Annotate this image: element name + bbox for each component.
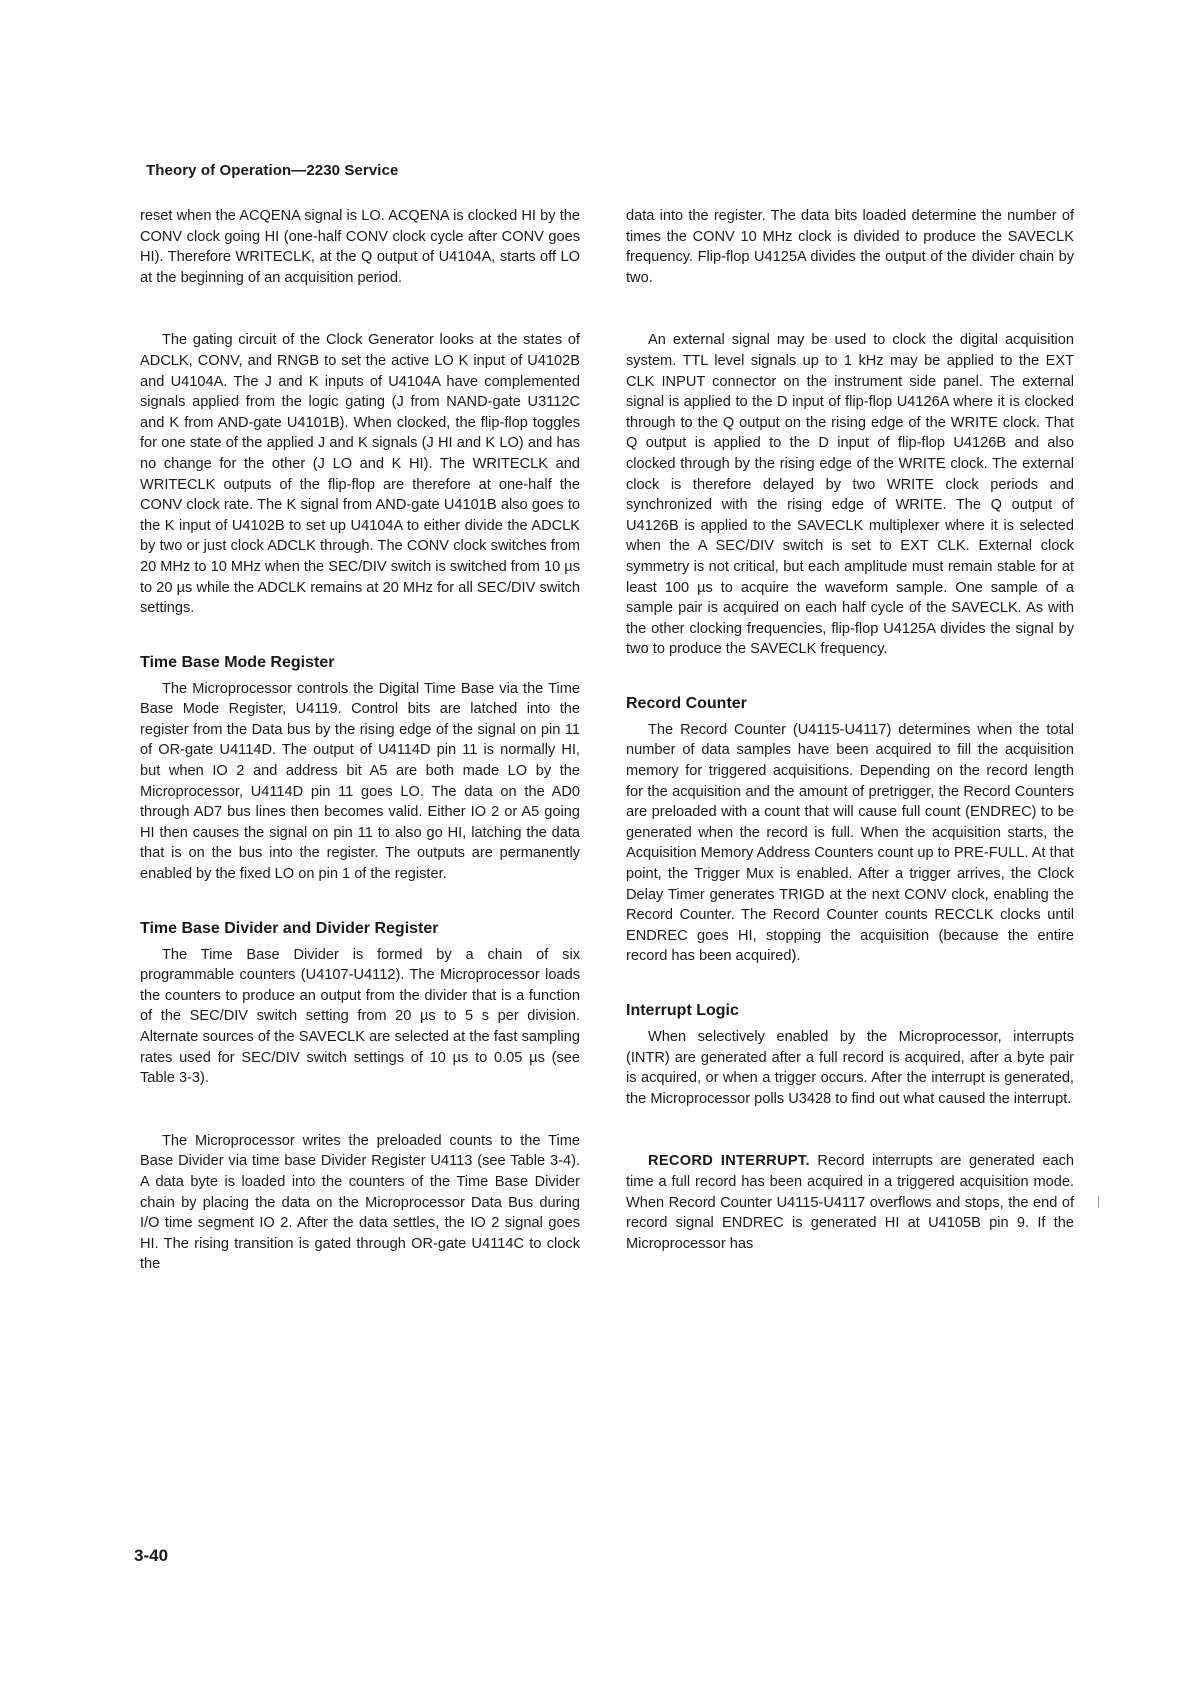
record-interrupt-lead: RECORD INTERRUPT.: [648, 1153, 810, 1170]
heading-interrupt-logic: Interrupt Logic: [626, 1002, 739, 1019]
record-interrupt-text: Record interrupts are generated each time a full record has been acquired in a triggered acquisition mode. When Record Counter U4115-U4117 overflows and stops, the end of record signal ENDREC is generated HI at U4105B pin 9. If the Microprocessor has: [626, 1153, 1074, 1252]
heading-time-base-divider: Time Base Divider and Divider Register: [140, 919, 439, 937]
paragraph-record-counter: The Record Counter (U4115-U4117) determines when the total number of data samples have been acquired to fill the acquisition memory for triggered acquisitions. Depending on the record length for the acquisition and the amount of pretrigger, the Record Counters are preloaded with a count that will cause full count (ENDREC) to be generated when the record is full. When the acquisition starts, the Acquisition Memory Address Counters count up to PRE-FULL. At that point, the Trigger Mux is enabled. After a trigger arrives, the Clock Delay Timer generates TRIGD at the next CONV clock, enabling the Record Counter. The Record Counter counts RECCLK clocks until ENDREC goes HI, stopping the acquisition (because the entire record has been acquired).: [626, 721, 1074, 965]
heading-record-counter: Record Counter: [626, 694, 747, 712]
page-number: 3-40: [134, 1546, 169, 1565]
paragraph-interrupt-logic: When selectively enabled by the Microprocessor, interrupts (INTR) are generated after a full record is acquired, after a byte pair is acquired, or when a trigger occurs. After the interrupt is generated, the Microprocessor polls U3428 to find out what caused the interrupt.: [626, 1029, 1074, 1107]
paragraph-time-base-divider: The Time Base Divider is formed by a chain of six programmable counters (U4107-U4112). The Microprocessor loads the counters to produce an output from the divider that is a function of the SEC/DIV switch setting from 20 µs to 5 s per division. Alternate sources of the SAVECLK are selected at the fast sampling rates used for SEC/DIV switch settings of 10 µs to 0.05 µs (see Table 3-3).: [140, 946, 580, 1087]
paragraph-record-interrupt: [626, 1151, 1074, 1254]
paragraph-gating-circuit: The gating circuit of the Clock Generator looks at the states of ADCLK, CONV, and RNGB to set the active LO K input of U4102B and U4104A. The J and K inputs of U4104A have complemented signals applied from the logic gating (J from NAND-gate U3112C and K from AND-gate U4101B). When clocked, the flip-flop toggles for one state of the applied J and K signals (J HI and K LO) and has no change for the other (J LO and K HI). The WRITECLK and WRITECLK outputs of the flip-flop are therefore at one-half the CONV clock rate. The K signal from AND-gate U4101B also goes to the K input of U4102B to set up U4104A to either divide the ADCLK by two or just clock ADCLK through. The CONV clock switches from 20 MHz to 10 MHz when the SEC/DIV switch is switched from 10 µs to 20 µs while the ADCLK remains at 20 MHz for all SEC/DIV switch settings.: [140, 332, 580, 617]
paragraph-external-clock: An external signal may be used to clock the digital acquisition system. TTL level signals up to 1 kHz may be applied to the EXT CLK INPUT connector on the instrument side panel. The external signal is applied to the D input of flip-flop U4126A where it is clocked through to the Q output on the rising edge of the WRITE clock. That Q output is applied to the D input of flip-flop U4126B and also clocked through by the rising edge of the WRITE clock. The external clock is therefore delayed by two WRITE clock periods and synchronized with the rising edge of WRITE. The Q output of U4126B is applied to the SAVECLK multiplexer where it is selected when the A SEC/DIV switch is set to EXT CLK. External clock symmetry is not critical, but each amplitude must remain stable for at least 100 µs to acquire the waveform sample. One sample of a sample pair is acquired on each half cycle of the SAVECLK. As with the other clocking frequencies, flip-flop U4125A divides the signal by two to produce the SAVECLK frequency.: [626, 332, 1074, 658]
margin-mark: [1098, 1196, 1099, 1208]
paragraph-acqena: reset when the ACQENA signal is LO. ACQENA is clocked HI by the CONV clock going HI (one-half CONV clock cycle after CONV goes HI). Therefore WRITECLK, at the Q output of U4104A, starts off LO at the beginning of an acquisition period.: [140, 208, 580, 286]
heading-time-base-mode-register: Time Base Mode Register: [140, 653, 335, 671]
paragraph-time-base-mode-register: The Microprocessor controls the Digital Time Base via the Time Base Mode Register, U4119. Control bits are latched into the register from the Data bus by the rising edge of the signal on pin 11 of OR-gate U4114D. The output of U4114D pin 11 is normally HI, but when IO 2 and address bit A5 are both made LO by the Microprocessor, U4114D pin 11 goes LO. The data on the AD0 through AD7 bus lines then becomes valid. Either IO 2 or A5 going HI then causes the signal on pin 11 to also go HI, latching the data that is on the bus into the register. The outputs are permanently enabled by the fixed LO on pin 1 of the register.: [140, 680, 580, 883]
left-column: [140, 206, 580, 1275]
running-header: Theory of Operation—2230 Service: [146, 162, 399, 179]
right-column: [626, 206, 1074, 1254]
paragraph-preloaded-counts: The Microprocessor writes the preloaded counts to the Time Base Divider via time base Divider Register U4113 (see Table 3-4). A data byte is loaded into the counters of the Time Base Divider chain by placing the data on the Microprocessor Data Bus during I/O time segment IO 2. After the data settles, the IO 2 signal goes HI. The rising transition is gated through OR-gate U4114C to clock the: [140, 1132, 580, 1273]
paragraph-register-data: data into the register. The data bits loaded determine the number of times the CONV 10 MHz clock is divided to produce the SAVECLK frequency. Flip-flop U4125A divides the output of the divider chain by two.: [626, 208, 1074, 286]
